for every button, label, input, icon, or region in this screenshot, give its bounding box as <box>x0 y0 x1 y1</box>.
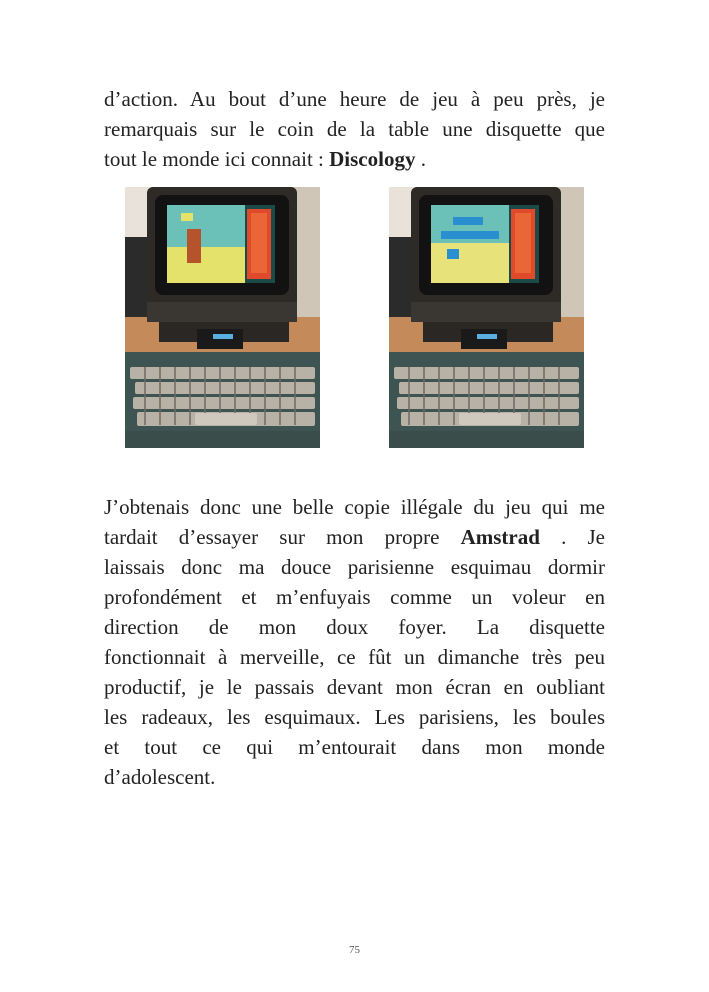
text-run: . Je <box>539 525 605 549</box>
text-run: . <box>415 147 426 171</box>
photo-amstrad-left <box>125 187 320 448</box>
page-number: 75 <box>349 944 360 956</box>
photo-amstrad-right <box>389 187 584 448</box>
text-line: remarquais sur le coin de la table une disquette que <box>104 117 605 141</box>
text-line: d’adolescent. <box>104 765 216 789</box>
text-line: direction de mon doux foyer. La disquette <box>104 615 605 639</box>
text-line: J’obtenais donc une belle copie illégale du jeu qui me <box>104 495 605 519</box>
text-run: tardait d’essayer sur mon propre <box>104 525 461 549</box>
text-line: fonctionnait à merveille, ce fût un dimanche très peu <box>104 645 605 669</box>
text-line: d’action. Au bout d’une heure de jeu à peu près, je <box>104 87 605 111</box>
text-line: laissais donc ma douce parisienne esquimau dormir <box>104 555 605 579</box>
text-line: profondément et m’enfuyais comme un voleur en <box>104 585 605 609</box>
text-line <box>104 144 605 174</box>
text-line: productif, je le passais devant mon écran en oubliant <box>104 675 605 699</box>
text-line: les radeaux, les esquimaux. Les parisiens, les boules <box>104 705 605 729</box>
paragraph-2 <box>104 492 605 792</box>
text-run: tout le monde ici connait : <box>104 147 330 171</box>
amstrad-photo-illustration <box>125 187 320 448</box>
paragraph-1 <box>104 84 605 174</box>
bold-title-discology: Discology <box>329 147 416 171</box>
text-line <box>104 522 605 552</box>
text-line: et tout ce qui m’entourait dans mon monde <box>104 735 605 759</box>
amstrad-photo-illustration <box>389 187 584 448</box>
bold-title-amstrad: Amstrad <box>460 525 540 549</box>
